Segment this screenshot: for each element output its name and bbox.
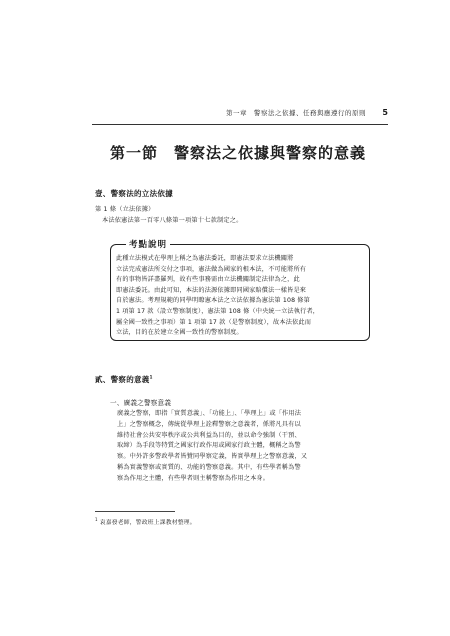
section-title: 第一節 警察法之依據與警察的意義 [109,144,366,162]
part2-heading-text: 貳、警察的意義 [95,375,150,384]
explanation-line: 即憲法委託。由此可知，本法的法源依據即同國家賠償法一樣皆是來 [116,286,307,294]
chapter-title: 第一章 警察法之依據、任務與應遵行的原則 [226,109,366,117]
explanation-line: 1 項第 17 款（設立警察制度），憲法第 108 條（中央統一立法執行者， [116,307,320,315]
footnote-number: 1 [95,517,98,523]
part2-heading [95,374,153,385]
explanation-line: 有的事物皆詳盡羅列，故有些事務需由立法機關制定法律為之，此 [116,276,300,284]
explanation-box-title: 考點說明 [126,238,170,250]
explanation-line: 屬全國一致性之事項）第 1 項第 17 款（是警察制度），故本法依此而 [116,318,312,326]
running-header [88,104,388,122]
body-line: 上」之警察概念，傳統從學理上詮釋警察之意義者，係將凡具有以 [117,420,301,428]
body-line: 察。中外許多警政學者皆贊同學察定義，皆實學理上之警察意義，又 [117,453,308,461]
header-divider [92,124,388,125]
explanation-text [116,254,364,339]
explanation-line: 此種立法模式在學理上稱之為憲法委託，即憲法要求立法機關將 [116,255,294,262]
body-line: 廣義之警察，即指「實質意義」、「功能上」、「學理上」或「作用法 [117,410,302,417]
explanation-line: 自於憲法。考理規範的同學明瞭憲本法之立法依據為憲法第 108 條第 [116,297,310,305]
page-number: 5 [382,108,388,117]
body-line: 稱為實義警察或實質的、功能的警察意義。其中，有些學者稱為警 [117,463,301,471]
explanation-line: 立法，目的在於建立全國一致性的警察制度。 [116,329,243,337]
sub-heading: 一、廣義之警察意義 [110,399,172,407]
footnote-marker: 1 [149,374,153,380]
part1-heading: 壹、警察法的立法依據 [95,189,173,198]
explanation-line: 立法完成憲法所交付之事項，憲法做為國家的根本法，不可能將所有 [116,265,307,273]
article-label: 第 1 條（立法依據） [95,206,155,213]
body-line: 察為作用之主體，有些學者則主稱警察為作用之本身。 [117,474,270,482]
footnote-divider [95,511,175,512]
body-line: 取締）為手段等特質之國家行政作用或國家行政主體，概稱之為警 [117,442,301,450]
part2-body [117,409,369,485]
article-text: 本法依憲法第一百零八條第一項第十七款制定之。 [102,217,243,224]
body-line: 維持社會公共安寧秩序或公共利益為目的，並以命令強制（干預、 [117,431,301,439]
footnote [95,517,196,526]
footnote-text: 袁嘉發老師，警政班上課教材整理。 [99,520,196,526]
